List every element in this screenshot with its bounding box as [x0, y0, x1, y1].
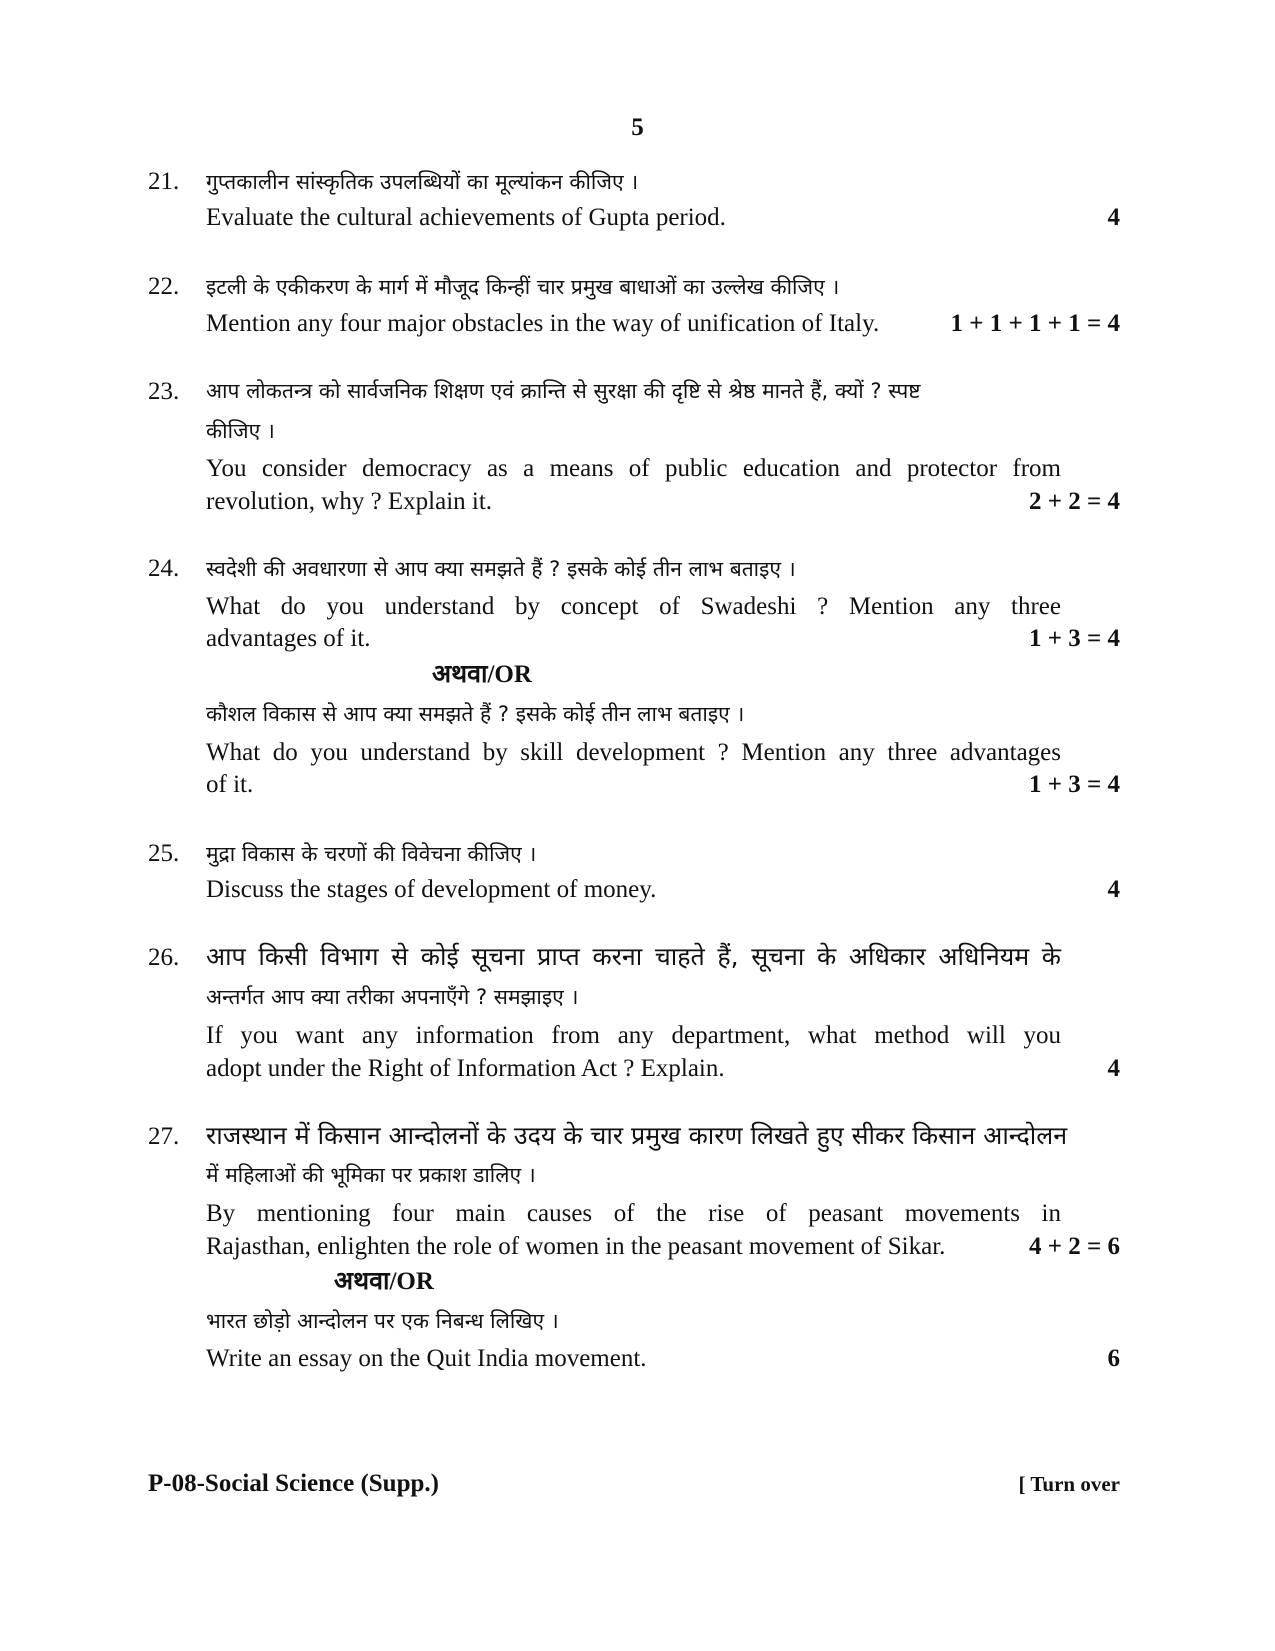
question-hindi: आप लोकतन्त्र को सार्वजनिक शिक्षण एवं क्रान्ति से सुरक्षा की दृष्टि से श्रेष्ठ मानते हैं, क्यों ? स्पष्ट	[206, 379, 921, 403]
question-number: 23.	[148, 378, 180, 405]
question-marks: 4	[1107, 876, 1120, 903]
question-hindi: अन्तर्गत आप क्या तरीका अपनाएँगे ? समझाइए ।	[206, 985, 579, 1009]
question-english: If you want any information from any department, what method will you	[206, 1022, 1061, 1049]
question-hindi: गुप्तकालीन सांस्कृतिक उपलब्धियों का मूल्यांकन कीजिए ।	[206, 170, 639, 194]
or-separator: अथवा/OR	[432, 661, 532, 688]
question-marks: 4 + 2 = 6	[1029, 1233, 1120, 1260]
question-hindi: कीजिए ।	[206, 419, 275, 443]
alternative-question-english: What do you understand by skill development ? Mention any three advantages	[206, 739, 1061, 766]
question-hindi: स्वदेशी की अवधारणा से आप क्या समझते हैं ? इसके कोई तीन लाभ बताइए ।	[206, 557, 796, 581]
or-separator: अथवा/OR	[334, 1268, 434, 1295]
question-english: Evaluate the cultural achievements of Gupta period.	[206, 204, 726, 231]
page-number: 5	[631, 114, 644, 141]
question-english: revolution, why ? Explain it.	[206, 488, 493, 515]
turn-over-note: [ Turn over	[1018, 1472, 1120, 1496]
question-hindi: में महिलाओं की भूमिका पर प्रकाश डालिए ।	[206, 1163, 536, 1187]
question-english: advantages of it.	[206, 625, 371, 652]
question-english: What do you understand by concept of Swadeshi ? Mention any three	[206, 593, 1061, 620]
alternative-question-hindi: भारत छोड़ो आन्दोलन पर एक निबन्ध लिखिए ।	[206, 1309, 559, 1333]
question-number: 22.	[148, 273, 180, 300]
question-marks: 1 + 3 = 4	[1029, 625, 1120, 652]
alternative-question-english: of it.	[206, 771, 254, 798]
question-marks: 1 + 1 + 1 + 1 = 4	[950, 310, 1120, 337]
question-english: adopt under the Right of Information Act ? Explain.	[206, 1055, 725, 1082]
question-number: 21.	[148, 168, 180, 195]
question-number: 24.	[148, 555, 180, 582]
question-english: By mentioning four main causes of the rise of peasant movements in	[206, 1200, 1061, 1227]
question-marks: 4	[1107, 1055, 1120, 1082]
alternative-question-marks: 1 + 3 = 4	[1029, 771, 1120, 798]
alternative-question-english: Write an essay on the Quit India movement.	[206, 1345, 647, 1372]
question-english: Mention any four major obstacles in the way of unification of Italy.	[206, 310, 880, 337]
alternative-question-hindi: कौशल विकास से आप क्या समझते हैं ? इसके कोई तीन लाभ बताइए ।	[206, 702, 745, 726]
question-marks: 2 + 2 = 4	[1029, 488, 1120, 515]
question-number: 27.	[148, 1123, 180, 1150]
question-marks: 4	[1107, 204, 1120, 231]
question-number: 26.	[148, 944, 180, 971]
question-hindi: आप किसी विभाग से कोई सूचना प्राप्त करना चाहते हैं, सूचना के अधिकार अधिनियम के	[206, 942, 1061, 971]
question-hindi: इटली के एकीकरण के मार्ग में मौजूद किन्हीं चार प्रमुख बाधाओं का उल्लेख कीजिए ।	[206, 275, 840, 299]
alternative-question-marks: 6	[1107, 1345, 1120, 1372]
question-hindi: राजस्थान में किसान आन्दोलनों के उदय के चार प्रमुख कारण लिखते हुए सीकर किसान आन्दोलन	[206, 1121, 1068, 1150]
question-english: You consider democracy as a means of public education and protector from	[206, 455, 1061, 482]
paper-code: P-08-Social Science (Supp.)	[148, 1470, 439, 1497]
question-hindi: मुद्रा विकास के चरणों की विवेचना कीजिए ।	[206, 842, 537, 866]
question-english: Discuss the stages of development of money.	[206, 876, 657, 903]
question-english: Rajasthan, enlighten the role of women in the peasant movement of Sikar.	[206, 1233, 946, 1260]
question-number: 25.	[148, 840, 180, 867]
